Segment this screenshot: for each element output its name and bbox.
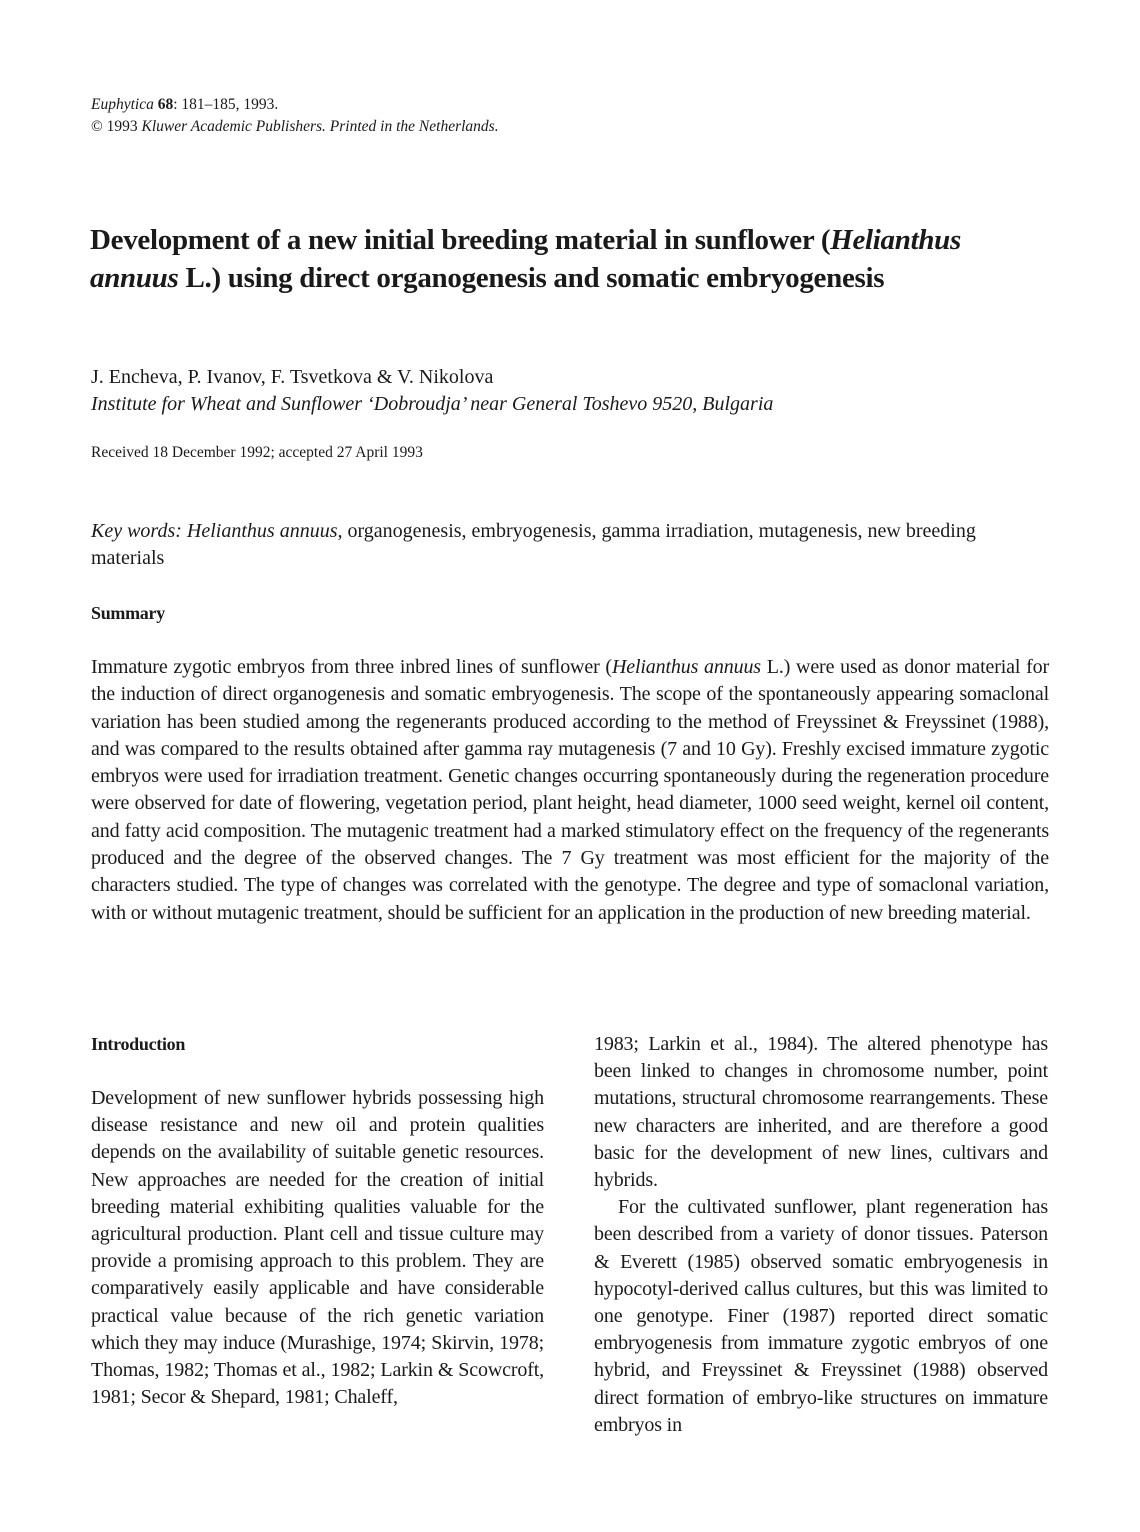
publisher: Kluwer Academic Publishers. Printed in the Netherlands. [141,118,499,135]
intro-paragraph-1-continued: 1983; Larkin et al., 1984). The altered phenotype has been linked to changes in chromosome number, point mutations, structural chromosome rearrangements. These new characters are inherited, and are therefore a good basic for the development of new lines, cultivars and hybrids. [594,1033,1048,1192]
journal-name: Euphytica [91,96,154,113]
introduction-heading: Introduction [91,1034,186,1054]
intro-paragraph-2: For the cultivated sunflower, plant regeneration has been described from a variety of donor tissues. Paterson & Everett (1985) observed somatic embryogenesis in hypocotyl-derived callus cultures, but this was limited to one genotype. Finer (1987) reported direct somatic embryogenesis from immature zygotic embryos of one hybrid, and Freyssinet & Freyssinet (1988) observed direct formation of embryo-like structures on immature embryos in [594,1196,1048,1436]
summary-text [91,654,1049,927]
summary-text-before: Immature zygotic embryos from three inbred lines of sunflower ( [91,656,612,678]
paper-title [90,221,1050,297]
summary-heading: Summary [91,603,165,623]
keywords-terms: organogenesis, embryogenesis, gamma irradiation, mutagenesis, new breeding materials [91,520,976,569]
authors: J. Encheva, P. Ivanov, F. Tsvetkova & V. Nikolova [91,366,494,388]
summary-species: Helianthus annuus [611,656,761,678]
journal-pages: : 181–185, 1993. [173,96,279,113]
keywords [91,518,1051,572]
journal-volume: 68 [157,96,174,113]
introduction-left-column [91,1085,544,1411]
copyright-year: © 1993 [91,118,142,135]
title-part2: L.) using direct organogenesis and somatic embryogenesis [178,262,885,294]
received-date: Received 18 December 1992; accepted 27 April 1993 [91,444,423,461]
keywords-species: Helianthus annuus, [186,520,343,542]
copyright-line [91,116,499,138]
introduction-right-column [594,1031,1048,1439]
keywords-label: Key words: [91,520,187,542]
title-species: Helianthus annuus [90,224,961,294]
journal-line [91,94,499,116]
affiliation: Institute for Wheat and Sunflower ‘Dobroudja’ near General Toshevo 9520, Bulgaria [91,393,774,415]
summary-text-after: L.) were used as donor material for the induction of direct organogenesis and somatic embryogenesis. The scope of the spontaneously appearing somaclonal variation has been studied among the regenerants produced according to the method of Freyssinet & Freyssinet (1988), and was compared to the results obtained after gamma ray mutagenesis (7 and 10 Gy). Freshly excised immature zygotic embryos were used for irradiation treatment. Genetic changes occurring spontaneously during the regeneration procedure were observed for date of flowering, vegetation period, plant height, head diameter, 1000 seed weight, kernel oil content, and fatty acid composition. The mutagenic treatment had a marked stimulatory effect on the frequency of the regenerants produced and the degree of the observed changes. The 7 Gy treatment was most efficient for the majority of the characters studied. The type of changes was correlated with the genotype. The degree and type of somaclonal variation, with or without mutagenic treatment, should be sufficient for an application in the production of new breeding material. [91,656,1049,924]
intro-paragraph-1: Development of new sunflower hybrids possessing high disease resistance and new oil and protein qualities depends on the availability of suitable genetic resources. New approaches are needed for the creation of initial breeding material exhibiting qualities valuable for the agricultural production. Plant cell and tissue culture may provide a promising approach to this problem. They are comparatively easily applicable and have considerable practical value because of the rich genetic variation which they may induce (Murashige, 1974; Skirvin, 1978; Thomas, 1982; Thomas et al., 1982; Larkin & Scowcroft, 1981; Secor & Shepard, 1981; Chaleff, [91,1087,544,1409]
title-part1: Development of a new initial breeding material in sunflower ( [90,224,831,256]
journal-citation [91,94,499,138]
